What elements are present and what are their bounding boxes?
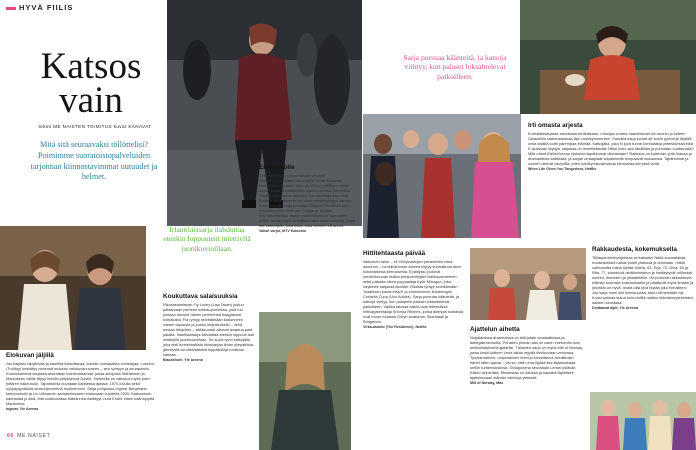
article-rakkaudesta [592, 246, 694, 311]
article-hittitehtaasta [363, 250, 465, 330]
article-source: When Life Gives You Tangerines, Netflix [528, 166, 597, 171]
magazine-name: ME NAISET [16, 433, 51, 439]
article-heading: Irti omasta arjesta [528, 122, 583, 129]
article-source: Virka-asunto (The Residence), Netflix [363, 324, 427, 329]
article-koukuttava [163, 293, 255, 363]
article-eitoisikolle [259, 164, 355, 234]
article-source: Blackshore, Yle Areena [163, 357, 203, 362]
article-body: Valkoinen talon – eli Yhdysvaltojen presidentin virka-asunnon – henkilökunnan arkeea löytyy surmattuna talon kokonaisesta kerroksesta. Epäiltyksi joutuvat henkilökunnan lisäksi presidentinjäet illalliusvieraineen sekä paikalla oleva poppaalaja Kylie Minogue, joka näyttelee sarjassa itseään. Rikosta ryhtyy selvittämään 'maailman paras etsivä' ja intohimoinen lintubongari Cordelia Cupp (Uzo Aduba). Sarja pursuaa käänteitä, ja katsoja viihtyy, kun palapelin palaset loksahtelevat paikoilleen. Vaikka talossa kaikki ovat tekemässä hittisarjatehtailija Shonda Rhimes, jonka aiempia tuotoksia ovat muun muassa Greyn anatomia, Skandaali ja Bridgerton. [363, 258, 464, 324]
article-heading: Elokuvan jäljillä [6, 352, 54, 359]
article-heading: Rakkaudesta, kokemuksella [592, 246, 677, 253]
photo-ingmar-couple [0, 226, 146, 350]
article-source: Vallan varjot, MTV Katsomo [259, 228, 307, 233]
article-ajattelun [470, 326, 584, 386]
pull-quote-irish: Irlantilaissarja ilahduttaa etenkin loppuunsti miettiyllä juonikuvioillaan. [163, 225, 251, 253]
section-label: HYVÄ FIILIS [6, 3, 73, 12]
article-body: Rikosasiamiesan Fly Lucey (Lisa Dwan) joutuu palaamaan pieneen kotikaupunkiinsa, joka tuo pintaan muistot hänen perheensä traagisesta kohtalosta. Fia ryhtyy selvittämään kadonneen naisen tapausta ja joutuu ketjuseuksiin – sekä omaan lähipiiriin – sääskuudet alkavat avautua pala palalta. Irlantilaissarja ilahduttaa etenkin loppuun asti mietityillä juonikuvioillaan. Se sopii hyvin katsojalle, joka etsii tunnelmallisia rikossarjaa ilman yliepatilisia jännitystä tai väkivaltaista hippailiikirjä roolituus kansaa. [163, 301, 255, 357]
article-heading: Koukuttava salaisuuksia [163, 293, 238, 300]
article-body: Korealaissarjasse seurataan tunteikkaan, ruhoiljan uraisia haavelleivan Ae-suonin ja toiteen Gwansikin rakkaustarinaa läpi vuosikymmenten. Samalla sarja kuvaa de sunin pyrintöjä täyttää omia sisälta kohti parempaa elämää. Katsojalla, joka ei juuri tunne korealaista yhteiskuntaa eikä K-draaman täyttyä, sarjassa on ihmetteltävää: Miksi koko apu täsätään ja puhutaan huutamalla? Mitä nämä Etelä-Korean historian tapahtumat oikeastaan? Rakkaus on kuitenkin yhtä ihanaa ja dramaattista kaikkialla, ja sarjan omaaplaat taipalehmät tempaavat mukaansa. Tapahtumat ja vuodet vierivät vauhdilla, joten kolottymisvalmuksia kiinnostaa kiirryksii vettä. [528, 130, 694, 166]
article-source: Deittaavat äipit, Yle Areena [592, 305, 638, 310]
article-irtiomasta [528, 122, 694, 172]
article-heading: Hittitehtaasta päivää [363, 250, 426, 257]
pull-quote-comedy: Sarja pursuaa käänteitä, ja katsoja viihtyy, kun palaset loksahtelevat paikoilleen. [403, 53, 507, 81]
photo-residence-cast [363, 114, 521, 238]
photo-dating-women [590, 392, 696, 450]
section-accent-bar [6, 7, 16, 10]
article-source: Milf of Norway, Max [470, 380, 504, 385]
photo-woman-kitchen [520, 0, 696, 114]
article-heading: Ei toisikolle [259, 164, 295, 171]
page-number: 66 [7, 433, 14, 439]
photo-blackshore [259, 312, 351, 450]
article-elokuvan [6, 352, 156, 412]
page-title: Katsos vain [40, 46, 142, 121]
article-heading: Ajattelun aihetta [470, 326, 520, 333]
article-body: Jos kaipaat viipyilevää ja kauniita katsottavaa, kokeile ruotsalaista minisarjaa. Lokeron (Trolltoy) keskittyy nimensä mukaan valokuvanuuseen – sen syntyyn ja seurauksiin. Kuusiosainesa sarjassa seurataan kolmiodraamaa, jossa avioparin Mariannen ja Markuksen välille läpyy heidän yrityksensä Daviid. Suhteella on vaikutus myös parin tyttären hakeutuun. Tapahtumia kuvataan kahdessa ajassa: 1970-luvulla sekä nykyaysyväsisä suvaohjemmenä myöhemmin. Sarja pohjautuu Ingmar Bergmanin kertomuksiin ja Liv Ullmannin samannimiseen elokuvaan vuodelta 2000. Katsomisen kannattaa jo sikä, että roolikuvassa Mariannea esittäyyt Lena Endre eläen käännytyttä Mariannea. [6, 360, 155, 406]
article-body: Norjalaisissa draamoissa on sitä jotain omalaatuisua ja aaiingalenevuutta. Prinsiten pinnan alla on usein enemmän kuin ensisilmäyksellä ajattelisi. Tällainen sarja on myös Milf of Norway, jossa keski-ikäinen Lena alkaa myydä tisvikuviaan verkossa. Työelämänkiro, unipimaiinen telmi ja kuluvittunut avioliittokin hänet sillen ajavat – vai se, että Lena löytää itse lisäatukkaaa omilin tuntemuksiinsa. Sivuajonena seurataan Lenan ystävän Kikkin aviokriisiä. Mindestaa on hauska ja samalla täytelisee ajattelemaan elämän valintoja yleisesti. [470, 334, 583, 380]
article-body: Sekoiskondaali ministeriössä! Venäjän hybridivaikuttamisen kiemuroita! Krista Kosonen tinnuroitissi! Ruotsin Yirit.n ja MTV:n poliittinen trilleri Vallan varjot on rakennettu ajankohtaisista teemoista. Tapahtumat saavat alkunsa, kun toimittaja saa vihiä Ruotsin ulkoministerin puuhista prostituutiojen kanssa. Kuuniosainen sarja perustuu Magnus Montelabusen romaaniin Arto mihinder. Sarjaa on kuvattu suuriatsuksekssi, mutta dramatiikkaa on rakennettu jonkin verran myös sekoittavuuden tuotemuksella. Sopii siis katselijalle, joka osaa ottaa viihteen viihteenä. [259, 172, 355, 228]
article-source: Ingmar, Yle Areena [6, 406, 39, 411]
lead-text: Mitä sitä seuraavaksi töllöttelisi? Poimimme suoratoistopalveluiden tarjonnan kiinnostavimmat uutuudet ja helmet. [30, 140, 158, 182]
credits: teksti ME NAISTEN TOIMITUS kuvat KANAVAT [38, 124, 152, 129]
photo-milf-of-norway [470, 248, 586, 320]
page-footer [7, 433, 50, 439]
article-body: 'Sillassa dettinohjelmaa se katsoitu! Näitä suomalaisia, ruotsinkielisiä naisia poisti yhdessä ja tehollaan, mistä varttunoitta mielä löytää: Maria, 64, Erja, 72, Gina, 63 ja Rita, 77, tutustuvat deittinohelelun ja heittäytyvät rohkeasti uuteen, itseinden ja pikadeiteille. He puhuvat rakkaudesta elämän tuomalla kokemuksella ja päättyvät myös ilmaan ja yksinkin on hyvä, mutta olisi kiva löytää joku rinnalleen.' Jos sarja meni sihi heimkuussa, tarku viimeistään nyt. Kuusi pekkaa kulua kuin silvillä näiden elämänmyönteisten naisten seurassa. [592, 254, 694, 305]
